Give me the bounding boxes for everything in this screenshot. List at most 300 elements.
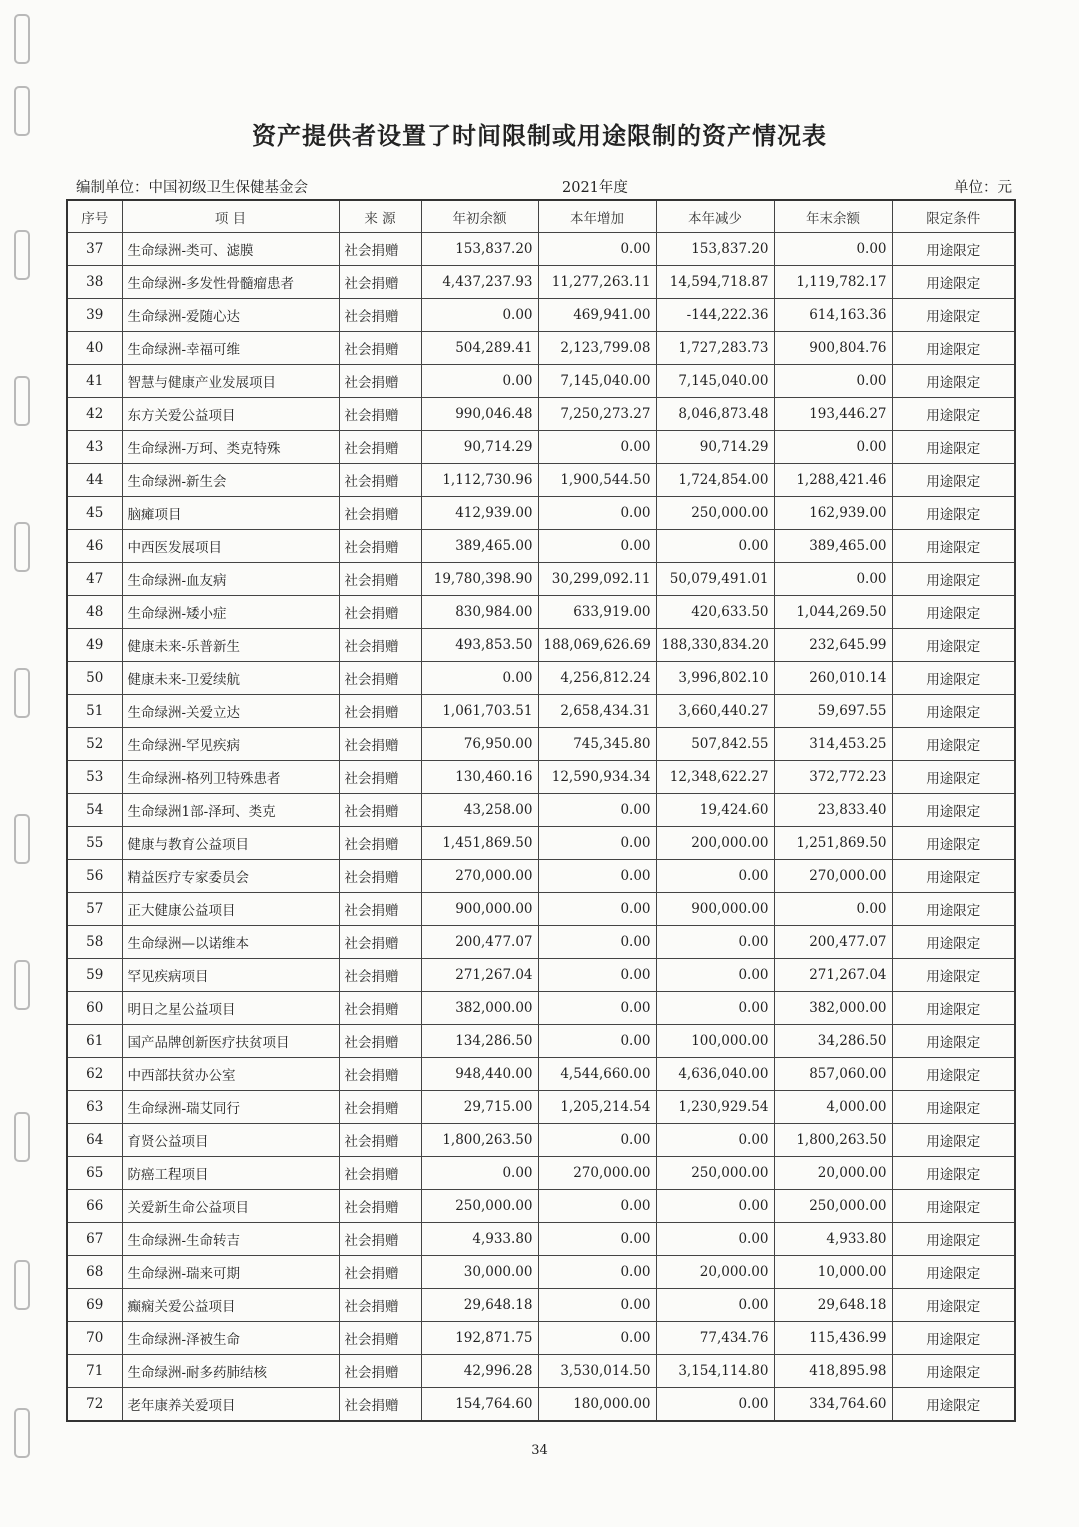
table-row: [67, 1355, 1015, 1388]
table-row: [67, 563, 1015, 596]
cell-source: 社会捐赠: [339, 1223, 421, 1256]
table-row: [67, 530, 1015, 563]
cell-increase: 745,345.80: [538, 728, 656, 761]
cell-closing-balance: 0.00: [774, 563, 892, 596]
cell-closing-balance: 162,939.00: [774, 497, 892, 530]
cell-decrease: 1,727,283.73: [656, 332, 774, 365]
cell-restriction: 用途限定: [892, 1058, 1015, 1091]
cell-decrease: 250,000.00: [656, 497, 774, 530]
cell-item: 明日之星公益项目: [122, 992, 339, 1025]
table-row: [67, 1190, 1015, 1223]
cell-closing-balance: 1,044,269.50: [774, 596, 892, 629]
cell-source: 社会捐赠: [339, 629, 421, 662]
cell-restriction: 用途限定: [892, 1190, 1015, 1223]
cell-opening-balance: 4,437,237.93: [421, 266, 538, 299]
cell-decrease: 153,837.20: [656, 233, 774, 266]
cell-opening-balance: 493,853.50: [421, 629, 538, 662]
cell-increase: 188,069,626.69: [538, 629, 656, 662]
cell-closing-balance: 0.00: [774, 893, 892, 926]
table-row: [67, 662, 1015, 695]
cell-closing-balance: 271,267.04: [774, 959, 892, 992]
cell-increase: 0.00: [538, 860, 656, 893]
cell-index: 46: [67, 530, 122, 563]
cell-item: 生命绿洲-耐多药肺结核: [122, 1355, 339, 1388]
cell-index: 55: [67, 827, 122, 860]
table-row: [67, 1124, 1015, 1157]
table-row: [67, 1256, 1015, 1289]
table-row: [67, 1091, 1015, 1124]
binding-hole-marks: [14, 0, 36, 1527]
cell-source: 社会捐赠: [339, 1025, 421, 1058]
cell-index: 69: [67, 1289, 122, 1322]
cell-closing-balance: 23,833.40: [774, 794, 892, 827]
cell-source: 社会捐赠: [339, 1289, 421, 1322]
header-closing-balance: 年末余额: [774, 200, 892, 233]
cell-decrease: 900,000.00: [656, 893, 774, 926]
cell-increase: 0.00: [538, 1223, 656, 1256]
cell-decrease: 20,000.00: [656, 1256, 774, 1289]
restricted-assets-table: [66, 199, 1016, 1422]
header-source: 来 源: [339, 200, 421, 233]
cell-closing-balance: 200,477.07: [774, 926, 892, 959]
cell-index: 50: [67, 662, 122, 695]
cell-opening-balance: 153,837.20: [421, 233, 538, 266]
cell-index: 64: [67, 1124, 122, 1157]
cell-closing-balance: 59,697.55: [774, 695, 892, 728]
cell-increase: 7,145,040.00: [538, 365, 656, 398]
cell-closing-balance: 232,645.99: [774, 629, 892, 662]
cell-closing-balance: 193,446.27: [774, 398, 892, 431]
cell-decrease: 14,594,718.87: [656, 266, 774, 299]
cell-opening-balance: 1,112,730.96: [421, 464, 538, 497]
cell-opening-balance: 504,289.41: [421, 332, 538, 365]
cell-restriction: 用途限定: [892, 365, 1015, 398]
table-row: [67, 1157, 1015, 1190]
table-row: [67, 794, 1015, 827]
cell-restriction: 用途限定: [892, 827, 1015, 860]
cell-index: 43: [67, 431, 122, 464]
cell-opening-balance: 200,477.07: [421, 926, 538, 959]
cell-source: 社会捐赠: [339, 959, 421, 992]
cell-opening-balance: 382,000.00: [421, 992, 538, 1025]
cell-restriction: 用途限定: [892, 233, 1015, 266]
table-row: [67, 233, 1015, 266]
cell-item: 健康与教育公益项目: [122, 827, 339, 860]
cell-item: 精益医疗专家委员会: [122, 860, 339, 893]
cell-item: 生命绿洲-万珂、类克特殊: [122, 431, 339, 464]
cell-item: 老年康养关爱项目: [122, 1388, 339, 1422]
cell-source: 社会捐赠: [339, 1157, 421, 1190]
cell-index: 52: [67, 728, 122, 761]
cell-closing-balance: 1,119,782.17: [774, 266, 892, 299]
header-increase: 本年增加: [538, 200, 656, 233]
cell-increase: 469,941.00: [538, 299, 656, 332]
cell-closing-balance: 0.00: [774, 365, 892, 398]
cell-index: 71: [67, 1355, 122, 1388]
cell-increase: 1,900,544.50: [538, 464, 656, 497]
cell-decrease: 0.00: [656, 1190, 774, 1223]
cell-decrease: 100,000.00: [656, 1025, 774, 1058]
table-row: [67, 893, 1015, 926]
cell-decrease: 0.00: [656, 926, 774, 959]
cell-item: 生命绿洲1部-泽珂、类克: [122, 794, 339, 827]
report-meta: [76, 176, 1012, 198]
cell-opening-balance: 90,714.29: [421, 431, 538, 464]
cell-restriction: 用途限定: [892, 1157, 1015, 1190]
cell-source: 社会捐赠: [339, 860, 421, 893]
cell-opening-balance: 19,780,398.90: [421, 563, 538, 596]
cell-increase: 2,658,434.31: [538, 695, 656, 728]
cell-item: 生命绿洲-泽被生命: [122, 1322, 339, 1355]
cell-source: 社会捐赠: [339, 233, 421, 266]
cell-increase: 7,250,273.27: [538, 398, 656, 431]
cell-closing-balance: 1,800,263.50: [774, 1124, 892, 1157]
cell-restriction: 用途限定: [892, 1091, 1015, 1124]
cell-decrease: 0.00: [656, 1223, 774, 1256]
cell-closing-balance: 382,000.00: [774, 992, 892, 1025]
cell-index: 61: [67, 1025, 122, 1058]
cell-increase: 633,919.00: [538, 596, 656, 629]
cell-item: 生命绿洲-关爱立达: [122, 695, 339, 728]
cell-item: 关爱新生命公益项目: [122, 1190, 339, 1223]
cell-decrease: 0.00: [656, 959, 774, 992]
cell-source: 社会捐赠: [339, 1322, 421, 1355]
cell-increase: 0.00: [538, 497, 656, 530]
cell-source: 社会捐赠: [339, 596, 421, 629]
cell-restriction: 用途限定: [892, 431, 1015, 464]
cell-increase: 0.00: [538, 233, 656, 266]
cell-restriction: 用途限定: [892, 1025, 1015, 1058]
cell-decrease: 200,000.00: [656, 827, 774, 860]
cell-restriction: 用途限定: [892, 926, 1015, 959]
page-title: 资产提供者设置了时间限制或用途限制的资产情况表: [252, 122, 827, 150]
cell-index: 59: [67, 959, 122, 992]
cell-decrease: 50,079,491.01: [656, 563, 774, 596]
cell-decrease: 0.00: [656, 1124, 774, 1157]
cell-opening-balance: 412,939.00: [421, 497, 538, 530]
cell-increase: 0.00: [538, 1124, 656, 1157]
table-row: [67, 332, 1015, 365]
cell-item: 生命绿洲-罕见疾病: [122, 728, 339, 761]
cell-item: 中西医发展项目: [122, 530, 339, 563]
cell-increase: 0.00: [538, 1256, 656, 1289]
cell-decrease: 8,046,873.48: [656, 398, 774, 431]
cell-opening-balance: 948,440.00: [421, 1058, 538, 1091]
cell-index: 42: [67, 398, 122, 431]
cell-restriction: 用途限定: [892, 629, 1015, 662]
cell-source: 社会捐赠: [339, 365, 421, 398]
cell-source: 社会捐赠: [339, 1124, 421, 1157]
cell-closing-balance: 250,000.00: [774, 1190, 892, 1223]
cell-source: 社会捐赠: [339, 530, 421, 563]
cell-item: 癫痫关爱公益项目: [122, 1289, 339, 1322]
cell-increase: 0.00: [538, 794, 656, 827]
cell-restriction: 用途限定: [892, 1355, 1015, 1388]
table-row: [67, 1388, 1015, 1422]
cell-closing-balance: 857,060.00: [774, 1058, 892, 1091]
cell-source: 社会捐赠: [339, 1388, 421, 1422]
cell-opening-balance: 250,000.00: [421, 1190, 538, 1223]
cell-increase: 270,000.00: [538, 1157, 656, 1190]
cell-closing-balance: 900,804.76: [774, 332, 892, 365]
cell-source: 社会捐赠: [339, 695, 421, 728]
table-row: [67, 497, 1015, 530]
currency-unit: 单位：元: [954, 180, 1012, 196]
cell-index: 68: [67, 1256, 122, 1289]
cell-index: 44: [67, 464, 122, 497]
cell-decrease: 77,434.76: [656, 1322, 774, 1355]
cell-opening-balance: 43,258.00: [421, 794, 538, 827]
cell-closing-balance: 115,436.99: [774, 1322, 892, 1355]
table-row: [67, 959, 1015, 992]
organization-label: 编制单位：中国初级卫生保健基金会: [76, 180, 308, 196]
cell-closing-balance: 334,764.60: [774, 1388, 892, 1422]
cell-increase: 0.00: [538, 1025, 656, 1058]
cell-item: 健康未来-乐普新生: [122, 629, 339, 662]
cell-source: 社会捐赠: [339, 563, 421, 596]
cell-increase: 0.00: [538, 893, 656, 926]
cell-index: 38: [67, 266, 122, 299]
cell-restriction: 用途限定: [892, 464, 1015, 497]
cell-closing-balance: 34,286.50: [774, 1025, 892, 1058]
cell-closing-balance: 0.00: [774, 431, 892, 464]
cell-decrease: 507,842.55: [656, 728, 774, 761]
table-row: [67, 1025, 1015, 1058]
cell-index: 56: [67, 860, 122, 893]
cell-opening-balance: 130,460.16: [421, 761, 538, 794]
cell-restriction: 用途限定: [892, 266, 1015, 299]
cell-restriction: 用途限定: [892, 695, 1015, 728]
cell-decrease: 188,330,834.20: [656, 629, 774, 662]
cell-increase: 0.00: [538, 1322, 656, 1355]
cell-item: 生命绿洲-幸福可维: [122, 332, 339, 365]
cell-item: 生命绿洲-血友病: [122, 563, 339, 596]
cell-decrease: 90,714.29: [656, 431, 774, 464]
cell-item: 生命绿洲-矮小症: [122, 596, 339, 629]
cell-index: 54: [67, 794, 122, 827]
report-year: 2021年度: [562, 180, 628, 196]
cell-restriction: 用途限定: [892, 596, 1015, 629]
cell-index: 47: [67, 563, 122, 596]
cell-index: 37: [67, 233, 122, 266]
cell-increase: 0.00: [538, 992, 656, 1025]
cell-item: 中西部扶贫办公室: [122, 1058, 339, 1091]
cell-item: 生命绿洲-爱随心达: [122, 299, 339, 332]
cell-opening-balance: 1,800,263.50: [421, 1124, 538, 1157]
cell-restriction: 用途限定: [892, 992, 1015, 1025]
cell-opening-balance: 0.00: [421, 1157, 538, 1190]
cell-source: 社会捐赠: [339, 332, 421, 365]
cell-increase: 4,544,660.00: [538, 1058, 656, 1091]
cell-decrease: 250,000.00: [656, 1157, 774, 1190]
cell-opening-balance: 1,451,869.50: [421, 827, 538, 860]
cell-decrease: 12,348,622.27: [656, 761, 774, 794]
cell-index: 45: [67, 497, 122, 530]
cell-restriction: 用途限定: [892, 1388, 1015, 1422]
cell-item: 智慧与健康产业发展项目: [122, 365, 339, 398]
cell-source: 社会捐赠: [339, 662, 421, 695]
cell-increase: 2,123,799.08: [538, 332, 656, 365]
cell-restriction: 用途限定: [892, 662, 1015, 695]
cell-source: 社会捐赠: [339, 1190, 421, 1223]
cell-decrease: 1,230,929.54: [656, 1091, 774, 1124]
cell-opening-balance: 0.00: [421, 365, 538, 398]
cell-index: 41: [67, 365, 122, 398]
cell-source: 社会捐赠: [339, 794, 421, 827]
table-row: [67, 1223, 1015, 1256]
table-row: [67, 1058, 1015, 1091]
cell-increase: 0.00: [538, 959, 656, 992]
cell-decrease: 4,636,040.00: [656, 1058, 774, 1091]
cell-item: 生命绿洲-类可、滤膜: [122, 233, 339, 266]
table-row: [67, 926, 1015, 959]
cell-item: 生命绿洲-多发性骨髓瘤患者: [122, 266, 339, 299]
table-row: [67, 365, 1015, 398]
cell-opening-balance: 271,267.04: [421, 959, 538, 992]
cell-source: 社会捐赠: [339, 299, 421, 332]
cell-closing-balance: 270,000.00: [774, 860, 892, 893]
cell-index: 72: [67, 1388, 122, 1422]
cell-closing-balance: 20,000.00: [774, 1157, 892, 1190]
cell-item: 防癌工程项目: [122, 1157, 339, 1190]
cell-closing-balance: 10,000.00: [774, 1256, 892, 1289]
cell-restriction: 用途限定: [892, 530, 1015, 563]
cell-restriction: 用途限定: [892, 893, 1015, 926]
cell-item: 生命绿洲—以诺维本: [122, 926, 339, 959]
cell-item: 脑瘫项目: [122, 497, 339, 530]
header-restriction: 限定条件: [892, 200, 1015, 233]
table-row: [67, 398, 1015, 431]
cell-opening-balance: 990,046.48: [421, 398, 538, 431]
cell-restriction: 用途限定: [892, 1223, 1015, 1256]
table-row: [67, 695, 1015, 728]
cell-index: 49: [67, 629, 122, 662]
cell-increase: 180,000.00: [538, 1388, 656, 1422]
cell-decrease: 0.00: [656, 860, 774, 893]
cell-closing-balance: 4,000.00: [774, 1091, 892, 1124]
cell-index: 67: [67, 1223, 122, 1256]
cell-index: 62: [67, 1058, 122, 1091]
cell-item: 生命绿洲-新生会: [122, 464, 339, 497]
cell-source: 社会捐赠: [339, 398, 421, 431]
cell-item: 育贤公益项目: [122, 1124, 339, 1157]
header-decrease: 本年减少: [656, 200, 774, 233]
cell-closing-balance: 389,465.00: [774, 530, 892, 563]
cell-item: 生命绿洲-瑞来可期: [122, 1256, 339, 1289]
cell-source: 社会捐赠: [339, 827, 421, 860]
cell-increase: 30,299,092.11: [538, 563, 656, 596]
cell-source: 社会捐赠: [339, 431, 421, 464]
cell-source: 社会捐赠: [339, 497, 421, 530]
cell-restriction: 用途限定: [892, 860, 1015, 893]
table-row: [67, 596, 1015, 629]
cell-restriction: 用途限定: [892, 398, 1015, 431]
cell-index: 66: [67, 1190, 122, 1223]
cell-decrease: 3,154,114.80: [656, 1355, 774, 1388]
cell-restriction: 用途限定: [892, 1256, 1015, 1289]
cell-decrease: 0.00: [656, 530, 774, 563]
cell-restriction: 用途限定: [892, 332, 1015, 365]
cell-item: 生命绿洲-瑞艾同行: [122, 1091, 339, 1124]
cell-item: 生命绿洲-格列卫特殊患者: [122, 761, 339, 794]
cell-decrease: 0.00: [656, 992, 774, 1025]
cell-index: 58: [67, 926, 122, 959]
table-row: [67, 761, 1015, 794]
cell-opening-balance: 154,764.60: [421, 1388, 538, 1422]
cell-item: 正大健康公益项目: [122, 893, 339, 926]
table-row: [67, 464, 1015, 497]
cell-index: 48: [67, 596, 122, 629]
table-row: [67, 299, 1015, 332]
cell-index: 53: [67, 761, 122, 794]
cell-closing-balance: 29,648.18: [774, 1289, 892, 1322]
cell-source: 社会捐赠: [339, 992, 421, 1025]
cell-closing-balance: 614,163.36: [774, 299, 892, 332]
cell-decrease: 7,145,040.00: [656, 365, 774, 398]
cell-decrease: 0.00: [656, 1289, 774, 1322]
cell-source: 社会捐赠: [339, 1058, 421, 1091]
cell-decrease: 1,724,854.00: [656, 464, 774, 497]
cell-increase: 0.00: [538, 530, 656, 563]
cell-restriction: 用途限定: [892, 794, 1015, 827]
cell-restriction: 用途限定: [892, 761, 1015, 794]
cell-opening-balance: 270,000.00: [421, 860, 538, 893]
cell-opening-balance: 192,871.75: [421, 1322, 538, 1355]
cell-increase: 0.00: [538, 431, 656, 464]
cell-decrease: 0.00: [656, 1388, 774, 1422]
cell-item: 罕见疾病项目: [122, 959, 339, 992]
cell-index: 40: [67, 332, 122, 365]
cell-closing-balance: 1,288,421.46: [774, 464, 892, 497]
cell-decrease: 19,424.60: [656, 794, 774, 827]
cell-increase: 0.00: [538, 926, 656, 959]
cell-source: 社会捐赠: [339, 728, 421, 761]
cell-decrease: 420,633.50: [656, 596, 774, 629]
cell-index: 57: [67, 893, 122, 926]
cell-opening-balance: 30,000.00: [421, 1256, 538, 1289]
cell-opening-balance: 830,984.00: [421, 596, 538, 629]
cell-increase: 12,590,934.34: [538, 761, 656, 794]
page-number: 34: [531, 1443, 548, 1458]
cell-index: 63: [67, 1091, 122, 1124]
table-header-row: [67, 200, 1015, 233]
cell-increase: 0.00: [538, 1289, 656, 1322]
table-row: [67, 1322, 1015, 1355]
cell-increase: 0.00: [538, 1190, 656, 1223]
cell-item: 健康未来-卫爱续航: [122, 662, 339, 695]
cell-restriction: 用途限定: [892, 1289, 1015, 1322]
table-row: [67, 728, 1015, 761]
cell-restriction: 用途限定: [892, 1124, 1015, 1157]
cell-restriction: 用途限定: [892, 497, 1015, 530]
cell-increase: 3,530,014.50: [538, 1355, 656, 1388]
table-row: [67, 629, 1015, 662]
header-item: 项 目: [122, 200, 339, 233]
cell-restriction: 用途限定: [892, 1322, 1015, 1355]
cell-closing-balance: 260,010.14: [774, 662, 892, 695]
cell-opening-balance: 76,950.00: [421, 728, 538, 761]
cell-opening-balance: 1,061,703.51: [421, 695, 538, 728]
cell-index: 51: [67, 695, 122, 728]
table-body: [67, 233, 1015, 1422]
cell-opening-balance: 0.00: [421, 662, 538, 695]
cell-closing-balance: 0.00: [774, 233, 892, 266]
table-row: [67, 860, 1015, 893]
cell-opening-balance: 29,648.18: [421, 1289, 538, 1322]
cell-item: 东方关爱公益项目: [122, 398, 339, 431]
cell-source: 社会捐赠: [339, 893, 421, 926]
cell-closing-balance: 372,772.23: [774, 761, 892, 794]
